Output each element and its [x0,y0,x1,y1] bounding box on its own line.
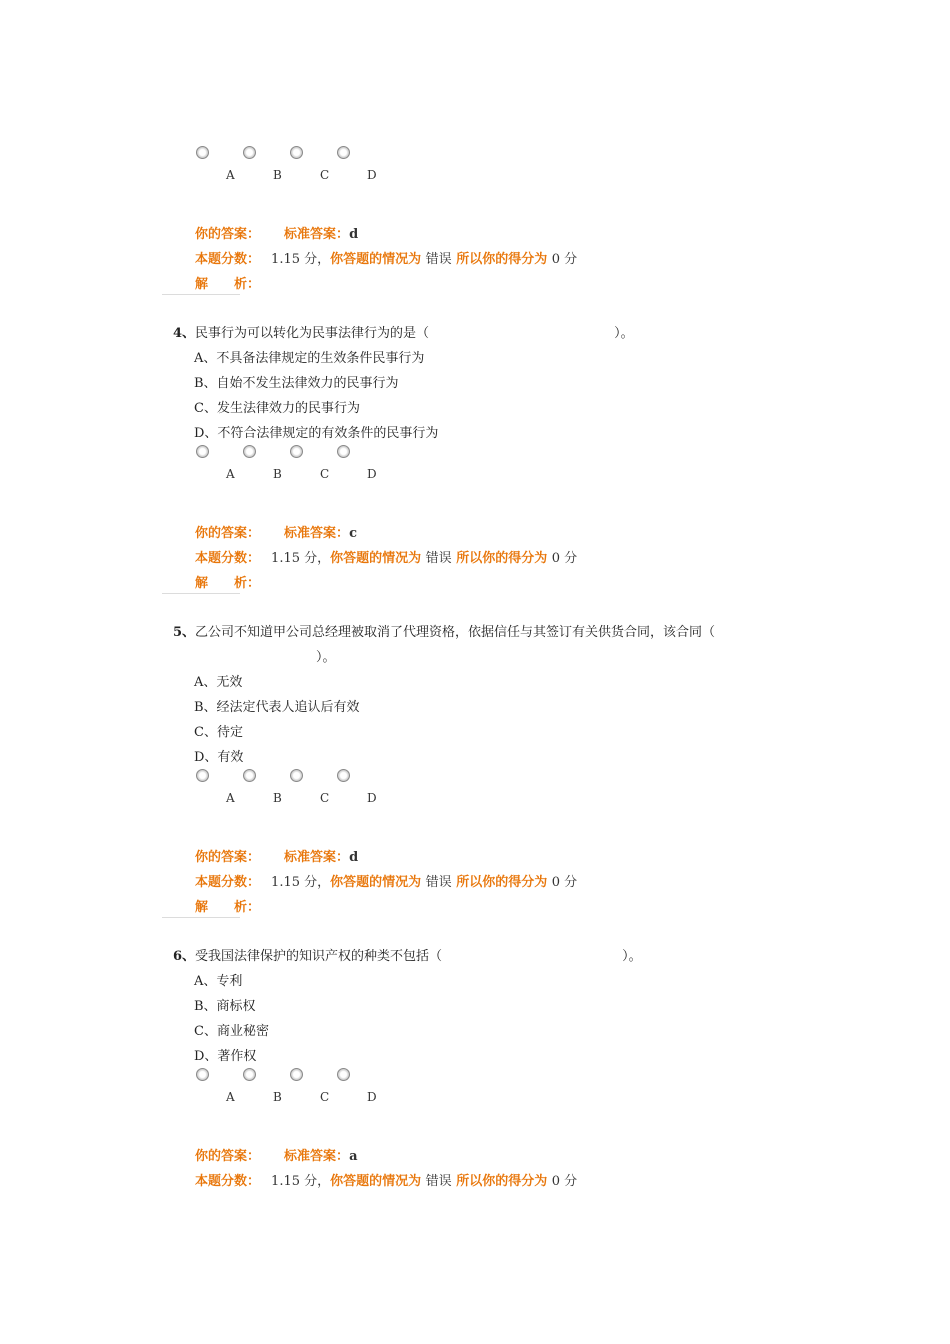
question-close: ）。 [316,650,336,665]
question-text: 受我国法律保护的知识产权的种类不包括（ [195,949,443,964]
radio-c[interactable] [290,1068,303,1081]
radio-b[interactable] [243,769,256,782]
std-answer-value: d [349,227,359,242]
letter-b: B [273,168,282,182]
result-wrong: 错误 [425,551,452,566]
question-number: 4、 [173,326,196,341]
your-answer-label: 你的答案： [195,850,254,865]
so-score-label: 所以你的得分为 [456,551,548,566]
std-answer-label: 标准答案： [284,850,350,865]
letter-a: A [226,1090,235,1104]
score-value: 1.15 分， [271,875,331,890]
answer-line [195,846,358,865]
std-answer-label: 标准答案： [284,526,350,541]
letter-d: D [367,791,377,805]
score-line [195,547,577,566]
answer-radio-group [196,146,356,164]
your-answer-label: 你的答案： [195,227,254,242]
radio-d[interactable] [337,769,350,782]
score-line [195,871,577,890]
answer-radio-group [196,769,356,787]
got-score: 0 分 [551,252,578,267]
std-answer-value: a [349,1149,358,1164]
radio-d[interactable] [337,1068,350,1081]
option-b: B、经法定代表人追认后有效 [194,700,360,715]
answer-line [195,223,358,242]
option-a: A、专利 [194,974,243,989]
divider [162,917,240,918]
divider [162,593,240,594]
situation-label: 你答题的情况为 [330,252,422,267]
letter-a: A [226,168,235,182]
score-line [195,1170,577,1189]
score-value: 1.15 分， [271,551,331,566]
result-wrong: 错误 [425,252,452,267]
score-line [195,248,577,267]
situation-label: 你答题的情况为 [330,875,422,890]
letter-b: B [273,467,282,481]
letter-d: D [367,1090,377,1104]
question-close: ）。 [614,326,634,341]
letter-a: A [226,791,235,805]
radio-d[interactable] [337,445,350,458]
letter-b: B [273,1090,282,1104]
letter-c: C [320,467,330,481]
so-score-label: 所以你的得分为 [456,875,548,890]
option-letters [200,1090,400,1106]
analysis-label: 解 析： [195,277,261,292]
std-answer-label: 标准答案： [284,1149,350,1164]
radio-a[interactable] [196,146,209,159]
option-d: D、著作权 [194,1049,257,1064]
question-5-stem [173,621,715,640]
got-score: 0 分 [551,875,578,890]
answer-line [195,522,357,541]
letter-c: C [320,168,330,182]
std-answer-label: 标准答案： [284,227,350,242]
letter-d: D [367,467,377,481]
answer-line [195,1145,358,1164]
option-a: A、不具备法律规定的生效条件民事行为 [194,351,425,366]
score-label: 本题分数： [195,1174,254,1189]
your-answer-label: 你的答案： [195,526,254,541]
std-answer-value: c [349,526,357,541]
result-wrong: 错误 [425,875,452,890]
analysis-label: 解 析： [195,576,261,591]
divider [162,294,240,295]
result-wrong: 错误 [425,1174,452,1189]
letter-a: A [226,467,235,481]
situation-label: 你答题的情况为 [330,551,422,566]
radio-c[interactable] [290,146,303,159]
option-c: C、商业秘密 [194,1024,269,1039]
score-label: 本题分数： [195,252,254,267]
radio-a[interactable] [196,1068,209,1081]
answer-radio-group [196,445,356,463]
radio-c[interactable] [290,445,303,458]
score-label: 本题分数： [195,875,254,890]
letter-d: D [367,168,377,182]
option-d: D、有效 [194,750,244,765]
score-value: 1.15 分， [271,1174,331,1189]
question-close: ）。 [622,949,642,964]
option-b: B、自始不发生法律效力的民事行为 [194,376,399,391]
question-text: 乙公司不知道甲公司总经理被取消了代理资格，依据信任与其签订有关供货合同，该合同（ [195,625,716,640]
radio-b[interactable] [243,146,256,159]
question-number: 6、 [173,949,196,964]
situation-label: 你答题的情况为 [330,1174,422,1189]
answer-radio-group [196,1068,356,1086]
score-value: 1.15 分， [271,252,331,267]
option-d: D、不符合法律规定的有效条件的民事行为 [194,426,439,441]
question-6-stem [173,945,642,964]
radio-a[interactable] [196,769,209,782]
letter-c: C [320,1090,330,1104]
letter-c: C [320,791,330,805]
radio-b[interactable] [243,1068,256,1081]
radio-d[interactable] [337,146,350,159]
question-text: 民事行为可以转化为民事法律行为的是（ [195,326,430,341]
question-4-stem [173,322,634,341]
option-a: A、无效 [194,675,243,690]
radio-c[interactable] [290,769,303,782]
std-answer-value: d [349,850,359,865]
analysis-label: 解 析： [195,900,261,915]
so-score-label: 所以你的得分为 [456,1174,548,1189]
option-letters [200,791,400,807]
radio-a[interactable] [196,445,209,458]
your-answer-label: 你的答案： [195,1149,254,1164]
option-letters [200,168,400,184]
option-letters [200,467,400,483]
score-label: 本题分数： [195,551,254,566]
option-c: C、发生法律效力的民事行为 [194,401,360,416]
letter-b: B [273,791,282,805]
so-score-label: 所以你的得分为 [456,252,548,267]
option-c: C、待定 [194,725,243,740]
radio-b[interactable] [243,445,256,458]
option-b: B、商标权 [194,999,256,1014]
question-number: 5、 [173,625,196,640]
got-score: 0 分 [551,551,578,566]
got-score: 0 分 [551,1174,578,1189]
